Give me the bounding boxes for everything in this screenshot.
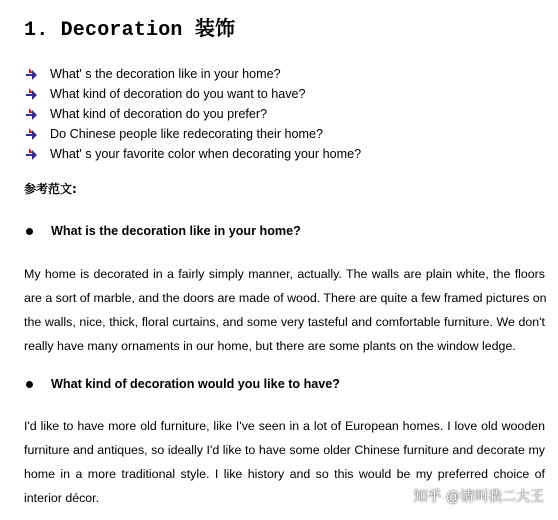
question-item [24, 104, 361, 124]
bullet-dot-icon [26, 381, 33, 388]
arrow-bullet-icon [24, 147, 38, 161]
paragraph-line: interior décor. [24, 491, 100, 505]
answer-heading-text: What kind of decoration would you like to have? [51, 377, 340, 391]
paragraph-line: I'd like to have more old furniture, like I've seen in a lot of European homes. I love old wooden [24, 419, 545, 433]
answer-heading [24, 224, 301, 238]
question-text: Do Chinese people like redecorating their home? [50, 127, 324, 141]
answer-paragraph [24, 262, 545, 358]
answer-heading [24, 377, 340, 391]
question-text: What kind of decoration do you prefer? [50, 107, 268, 121]
question-list [24, 64, 361, 164]
paragraph-line: furniture and antiques, so ideally I'd like to have some older Chinese furniture and decorate my [24, 443, 545, 457]
paragraph-line: My home is decorated in a fairly simply manner, actually. The walls are plain white, the floors [24, 267, 545, 281]
question-text: What' s the decoration like in your home? [50, 67, 281, 81]
watermark: 知乎 @请叫我二大王 [413, 489, 544, 505]
question-item [24, 144, 361, 164]
section-title: 1. Decoration 装饰 [24, 19, 236, 42]
answer-heading-text: What is the decoration like in your home? [51, 224, 301, 238]
question-item [24, 124, 361, 144]
arrow-bullet-icon [24, 87, 38, 101]
question-item [24, 64, 361, 84]
arrow-bullet-icon [24, 107, 38, 121]
paragraph-line: are a sort of marble, and the doors are made of wood. There are quite a few framed pictures on [24, 291, 547, 305]
question-item [24, 84, 361, 104]
bullet-dot-icon [26, 228, 33, 235]
paragraph-line: home in a more traditional style. I like history and so this would be my preferred choice of [24, 467, 545, 481]
paragraph-line: really have many ornaments in our home, but there are some plants on the window ledge. [24, 339, 516, 353]
arrow-bullet-icon [24, 127, 38, 141]
sample-essay-label: 参考范文: [24, 182, 77, 196]
arrow-bullet-icon [24, 67, 38, 81]
question-text: What kind of decoration do you want to have? [50, 87, 306, 101]
question-text: What' s your favorite color when decorating your home? [50, 147, 362, 161]
paragraph-line: the walls, nice, thick, floral curtains, and some very tasteful and comfortable furniture. We don't [24, 315, 545, 329]
